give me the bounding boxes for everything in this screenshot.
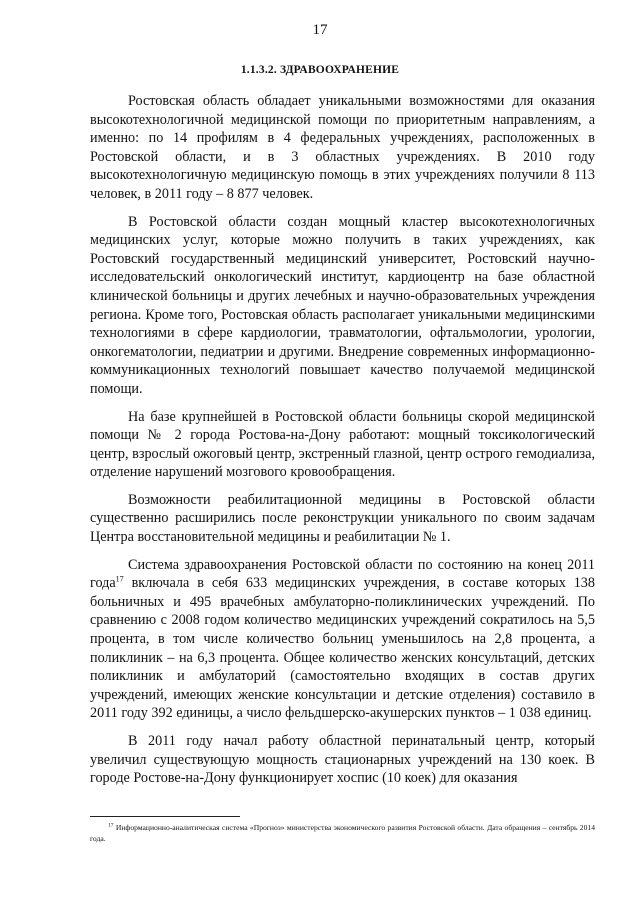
paragraph-emergency-hospital: На базе крупнейшей в Ростовской области больницы скорой медицинской помощи № 2 города Ростова-на-Дону работают: мощный токсикологический центр, взрослый ожоговый центр, экстренный глазной, центр острого гемодиализа, отделение нарушений мозгового кровообращения.: [90, 408, 595, 481]
section-heading: 1.1.3.2. ЗДРАВООХРАНЕНИЕ: [240, 64, 400, 76]
paragraph-high-tech-care: Ростовская область обладает уникальными возможностями для оказания высокотехнологичной медицинской помощи по приоритетным направлениям, а именно: по 14 профилям в 4 федеральных учреждениях, расположенных в Ростовской области, и в 3 областных учреждениях. В 2010 году высокотехнологичную медицинскую помощь в этих учреждениях получили 8 113 человек, в 2011 году – 8 877 человек.: [90, 93, 595, 202]
paragraph-healthcare-system: [90, 556, 595, 723]
paragraph-medical-cluster: В Ростовской области создан мощный кластер высокотехнологичных медицинских услуг, которые можно получить в таких учреждениях, как Ростовский государственный медицинский университет, Ростовский научно-исследовательский онкологический институт, кардиоцентр на базе областной клинической больницы и других лечебных и научно-образовательных учреждения региона. Кроме того, Ростовская область располагает уникальными медицинскими технологиями в сфере кардиологии, травматологии, офтальмологии, урологии, онкогематологии, педиатрии и другими. Внедрение современных информационно-коммуникационных технологий повышает качество получаемой медицинской помощи.: [90, 213, 595, 397]
footnote-reference[interactable]: 17: [115, 574, 124, 584]
paragraph-rehabilitation: Возможности реабилитационной медицины в Ростовской области существенно расширились после реконструкции уникального по своим задачам Центра восстановительной медицины и реабилитации № 1.: [90, 491, 595, 546]
footnote: [90, 822, 595, 844]
paragraph-perinatal-center: В 2011 году начал работу областной перинатальный центр, который увеличил существующую мощность стационарных учреждений на 130 коек. В городе Ростове-на-Дону функционирует хоспис (10 коек) для оказания: [90, 733, 595, 787]
page-number: 17: [312, 22, 328, 38]
body-text: [90, 92, 595, 788]
footnote-divider: [90, 816, 240, 817]
footnote-number: 17: [108, 822, 114, 829]
paragraph-healthcare-system-start: Система здравоохранения Ростовской области по состоянию на конец 2011 года: [90, 556, 595, 592]
footnote-text: Информационно-аналитическая система «Прогноз» министерства экономического развития Ростовской области. Дата обращения – сентябрь 2014 года.: [90, 823, 595, 843]
paragraph-healthcare-system-rest: включала в себя 633 медицинских учреждения, в составе которых 138 больничных и 495 врачебных амбулаторно-поликлинических учреждений. По сравнению с 2008 годом количество медицинских учреждений сократилось на 5,5 процента, в том числе количество больниц уменьшилось на 2,8 процента, а поликлиник – на 6,3 процента. Общее количество женских консультаций, детских поликлиник и амбулаторий (самостоятельно входящих в состав других учреждений, имеющих женские консультации и детские отделения) составило в 2011 году 392 единицы, а число фельдшерско-акушерских пунктов – 1 038 единиц.: [90, 575, 595, 722]
